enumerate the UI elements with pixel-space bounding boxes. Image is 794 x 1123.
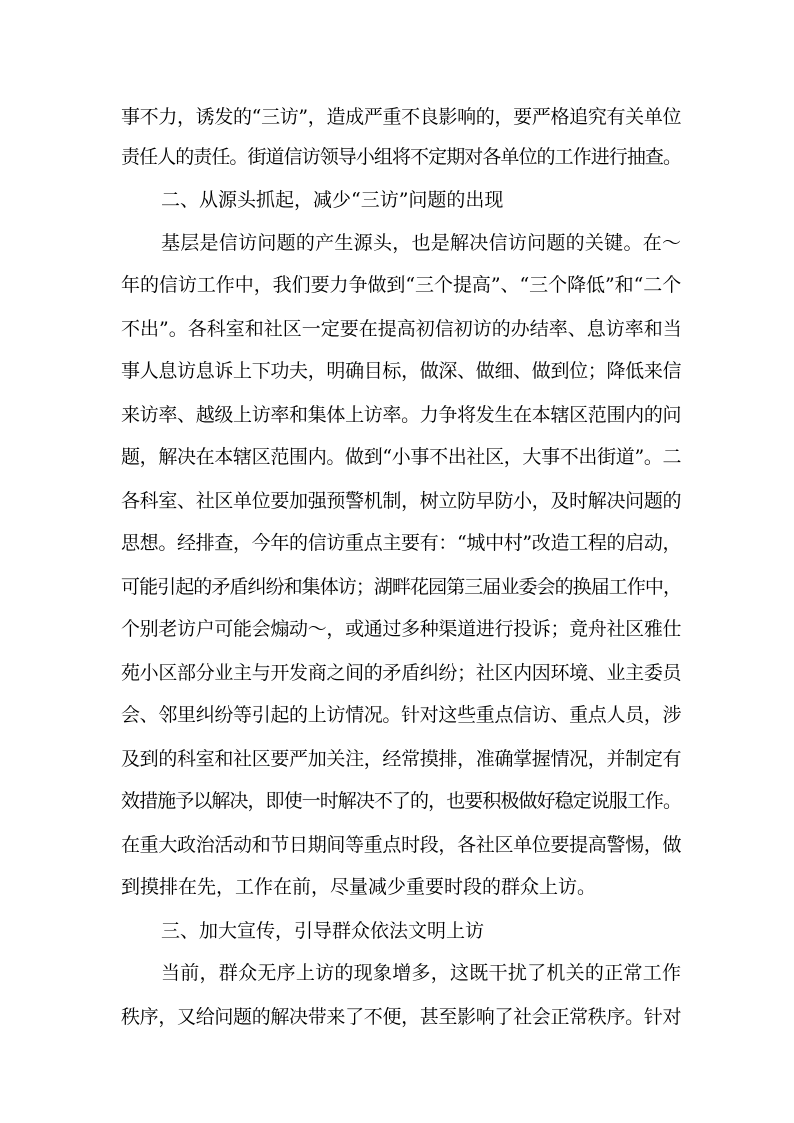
body-text-line: 个别老访户可能会煽动～，或通过多种渠道进行投诉；竟舟社区雅仕 — [121, 618, 681, 640]
body-text-line: 事不力，诱发的“三访”，造成严重不良影响的，要严格追究有关单位 — [121, 106, 681, 128]
body-text-line: 到摸排在先，工作在前，尽量减少重要时段的群众上访。 — [121, 876, 597, 898]
body-text-line: 可能引起的矛盾纠纷和集体访；湖畔花园第三届业委会的换届工作中， — [121, 576, 681, 598]
section-heading-2: 二、从源头抓起，减少“三访”问题的出现 — [161, 189, 504, 211]
body-text-line: 各科室、社区单位要加强预警机制，树立防早防小，及时解决问题的 — [121, 490, 681, 512]
body-text-line: 苑小区部分业主与开发商之间的矛盾纠纷；社区内因环境、业主委员 — [121, 662, 681, 684]
section-heading-3: 三、加大宣传，引导群众依法文明上访 — [161, 920, 485, 942]
body-text-line: 不出”。各科室和社区一定要在提高初信初访的办结率、息访率和当 — [121, 318, 682, 340]
paragraph-first-line: 当前，群众无序上访的现象增多，这既干扰了机关的正常工作 — [161, 962, 681, 984]
body-text-line: 事人息访息诉上下功夫，明确目标，做深、做细、做到位；降低来信 — [121, 360, 681, 382]
body-text-line: 年的信访工作中，我们要力争做到“三个提高”、“三个降低”和“二个 — [121, 274, 681, 296]
body-text-line: 效措施予以解决，即使一时解决不了的，也要积极做好稳定说服工作。 — [121, 790, 681, 812]
body-text-line: 秩序，又给问题的解决带来了不便，甚至影响了社会正常秩序。针对 — [121, 1006, 681, 1028]
body-text-line: 会、邻里纠纷等引起的上访情况。针对这些重点信访、重点人员，涉 — [121, 704, 681, 726]
body-text-line: 来访率、越级上访率和集体上访率。力争将发生在本辖区范围内的问 — [121, 404, 681, 426]
body-text-line: 题，解决在本辖区范围内。做到“小事不出社区，大事不出街道”。二 — [121, 446, 681, 468]
body-text-line: 责任人的责任。街道信访领导小组将不定期对各单位的工作进行抽查。 — [121, 146, 681, 168]
body-text-line: 及到的科室和社区要严加关注，经常摸排，准确掌握情况，并制定有 — [121, 748, 681, 770]
paragraph-first-line: 基层是信访问题的产生源头，也是解决信访问题的关键。在～ — [161, 232, 681, 254]
body-text-line: 在重大政治活动和节日期间等重点时段，各社区单位要提高警惕，做 — [121, 834, 681, 856]
body-text-line: 思想。经排查，今年的信访重点主要有：“城中村”改造工程的启动， — [121, 532, 681, 554]
